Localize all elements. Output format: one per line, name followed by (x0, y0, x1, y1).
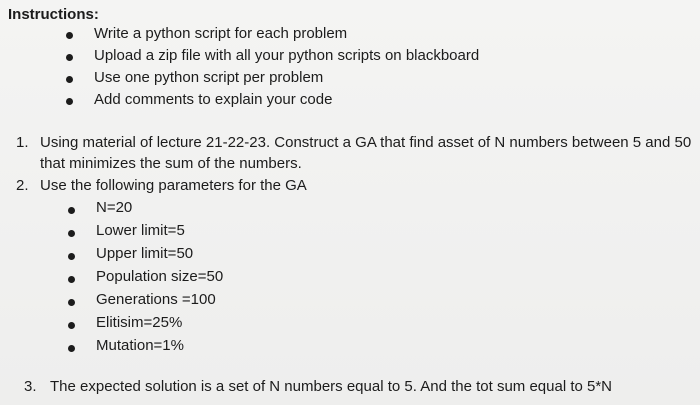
instruction-item: Write a python script for each problem (94, 25, 348, 42)
parameter-item: Lower limit=5 (96, 222, 185, 239)
parameter-item: N=20 (96, 199, 133, 216)
problem-text: The expected solution is a set of N numbers equal to 5. And the tot sum equal to 5*N (50, 378, 613, 395)
parameter-item: Mutation=1% (96, 337, 184, 354)
instruction-item: Add comments to explain your code (94, 91, 333, 108)
problem-text: Use the following parameters for the GA (40, 177, 307, 194)
parameter-item: Generations =100 (96, 291, 216, 308)
problem-text: Using material of lecture 21-22-23. Construct a GA that find asset of N numbers between 5 and 50 (40, 134, 692, 151)
bullet-icon (68, 276, 75, 283)
bullet-icon (68, 253, 75, 260)
problem-text-continued: that minimizes the sum of the numbers. (40, 155, 302, 172)
parameter-item: Upper limit=50 (96, 245, 194, 262)
problem-number: 1. (16, 134, 29, 151)
problem-number: 2. (16, 177, 29, 194)
parameter-item: Elitisim=25% (96, 314, 183, 331)
instruction-item: Upload a zip file with all your python scripts on blackboard (94, 47, 480, 64)
bullet-icon (68, 322, 75, 329)
bullet-icon (66, 98, 73, 105)
bullet-icon (66, 54, 73, 61)
bullet-icon (68, 345, 75, 352)
bullet-icon (68, 299, 75, 306)
bullet-icon (68, 230, 75, 237)
instruction-item: Use one python script per problem (94, 69, 324, 86)
parameter-item: Population size=50 (96, 268, 224, 285)
bullet-icon (68, 207, 75, 214)
bullet-icon (66, 32, 73, 39)
bullet-icon (66, 76, 73, 83)
problem-number: 3. (24, 378, 37, 395)
instructions-heading: Instructions: (8, 6, 99, 23)
